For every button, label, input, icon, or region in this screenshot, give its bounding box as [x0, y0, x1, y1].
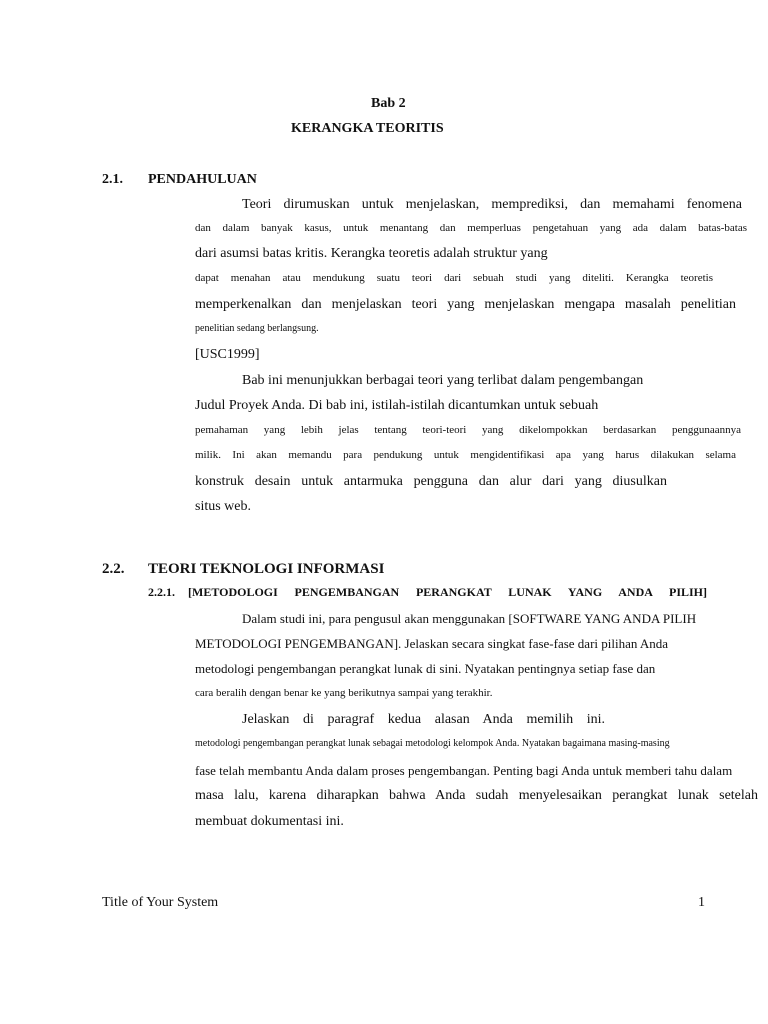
paragraph-line: fase telah membantu Anda dalam proses pengembangan. Penting bagi Anda untuk memberi tahu dalam — [195, 763, 733, 778]
section-title: TEORI TEKNOLOGI INFORMASI — [148, 561, 385, 577]
paragraph-line: cara beralih dengan benar ke yang berikutnya sampai yang terakhir. — [195, 687, 493, 699]
paragraph-line: situs web. — [195, 499, 251, 514]
footer-title: Title of Your System — [102, 895, 219, 910]
paragraph-line: dan dalam banyak kasus, untuk menantang dan memperluas pengetahuan yang ada dalam batas-batas — [195, 222, 747, 234]
section-number: 2.1. — [102, 172, 123, 187]
paragraph-line: dari asumsi batas kritis. Kerangka teoretis adalah struktur yang — [195, 246, 548, 261]
paragraph-line: pemahaman yang lebih jelas tentang teori-teori yang dikelompokkan berdasarkan penggunaannya — [195, 424, 741, 436]
paragraph-line: masa lalu, karena diharapkan bahwa Anda sudah menyelesaikan perangkat lunak setelah — [195, 788, 758, 803]
section-number: 2.2. — [102, 561, 125, 577]
page-number: 1 — [698, 895, 705, 910]
paragraph-line: Jelaskan di paragraf kedua alasan Anda memilih ini. — [242, 712, 605, 727]
paragraph-line: milik. Ini akan memandu para pendukung untuk mengidentifikasi apa yang harus dilakukan selama — [195, 449, 736, 461]
paragraph-line: Bab ini menunjukkan berbagai teori yang terlibat dalam pengembangan — [242, 373, 644, 388]
subsection-number: 2.2.1. — [148, 585, 175, 599]
paragraph-line: penelitian sedang berlangsung. — [195, 323, 319, 334]
paragraph-line: membuat dokumentasi ini. — [195, 814, 344, 829]
paragraph-line: METODOLOGI PENGEMBANGAN]. Jelaskan secara singkat fase-fase dari pilihan Anda — [195, 636, 669, 651]
paragraph-line: metodologi pengembangan perangkat lunak di sini. Nyatakan pentingnya setiap fase dan — [195, 661, 656, 676]
paragraph-line: memperkenalkan dan menjelaskan teori yang menjelaskan mengapa masalah penelitian — [195, 297, 736, 312]
paragraph-line: Dalam studi ini, para pengusul akan menggunakan [SOFTWARE YANG ANDA PILIH — [242, 611, 697, 626]
paragraph-line: konstruk desain untuk antarmuka pengguna dan alur dari yang diusulkan — [195, 474, 667, 489]
chapter-number: Bab 2 — [371, 96, 406, 111]
citation: [USC1999] — [195, 347, 260, 362]
subsection-title: [METODOLOGI PENGEMBANGAN PERANGKAT LUNAK YANG ANDA PILIH] — [188, 585, 707, 599]
chapter-title: KERANGKA TEORITIS — [291, 121, 444, 136]
paragraph-line: Teori dirumuskan untuk menjelaskan, memprediksi, dan memahami fenomena — [242, 197, 742, 212]
paragraph-line: Judul Proyek Anda. Di bab ini, istilah-istilah dicantumkan untuk sebuah — [195, 398, 599, 413]
paragraph-line: metodologi pengembangan perangkat lunak sebagai metodologi kelompok Anda. Nyatakan bagaimana masing-masing — [195, 738, 670, 749]
section-title: PENDAHULUAN — [148, 172, 257, 187]
paragraph-line: dapat menahan atau mendukung suatu teori dari sebuah studi yang diteliti. Kerangka teoretis — [195, 272, 713, 284]
